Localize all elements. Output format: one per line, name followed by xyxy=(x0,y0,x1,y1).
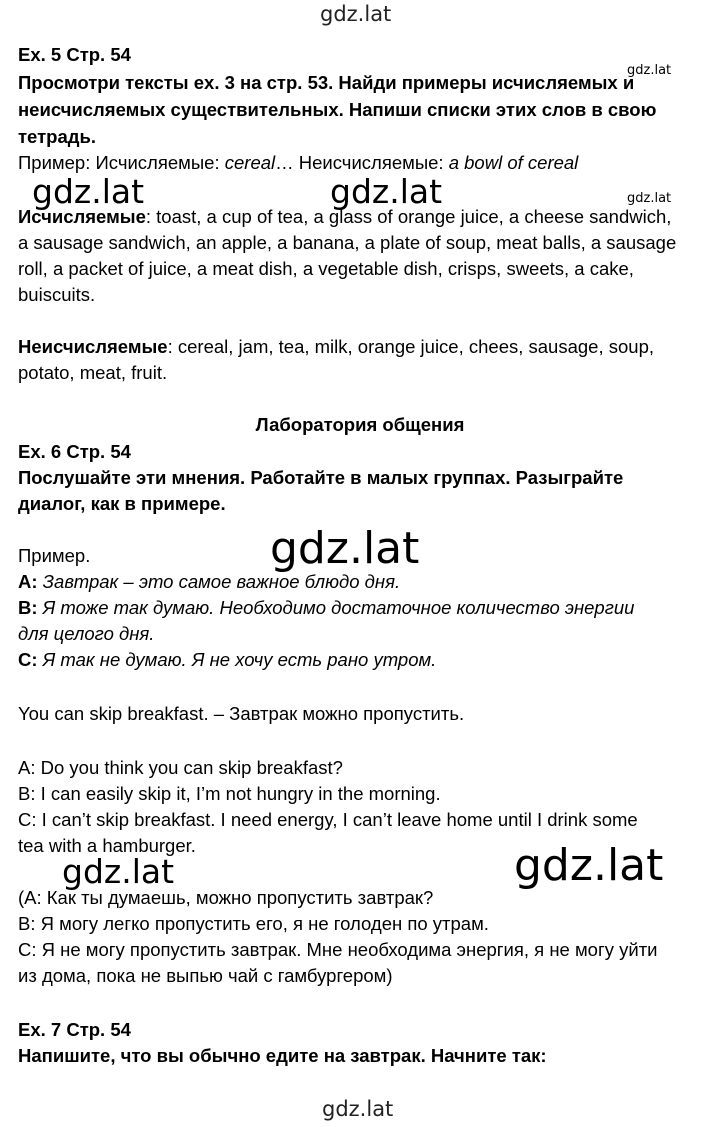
ex6-task-line-2: диалог, как в примере. xyxy=(18,493,226,514)
dialog-ru-b: В: Я могу легко пропустить его, я не голоден по утрам. xyxy=(18,913,489,934)
ex6-line-b: B: Я тоже так думаю. Необходимо достаточное количество энергии xyxy=(18,597,635,618)
watermark-small-1: gdz.lat xyxy=(627,63,672,78)
uncountable-line-2: potato, meat, fruit. xyxy=(18,362,168,383)
section-title: Лаборатория общения xyxy=(255,414,465,435)
ex6-line-a: A: Завтрак – это самое важное блюдо дня. xyxy=(18,571,401,592)
dialog-ru-a: (А: Как ты думаешь, можно пропустить завтрак? xyxy=(18,887,434,908)
countable-line-3: roll, a packet of juice, a meat dish, a vegetable dish, crisps, sweets, a cake, xyxy=(18,258,634,279)
dialog-ru-c: С: Я не могу пропустить завтрак. Мне необходима энергия, я не могу уйти xyxy=(18,939,658,960)
countable-line-4: buiscuits. xyxy=(18,284,96,305)
ex5-heading: Ex. 5 Стр. 54 xyxy=(18,44,131,65)
watermark-left-2: gdz.lat xyxy=(62,852,175,891)
dialog-en-c: C: I can’t skip breakfast. I need energy, I can’t leave home until I drink some xyxy=(18,809,638,830)
dialog-ru-c-cont: из дома, пока не выпью чай с гамбургером) xyxy=(18,965,393,986)
uncountable-line-1: Неисчисляемые: cereal, jam, tea, milk, orange juice, chees, sausage, soup, xyxy=(18,336,655,357)
ex5-task-line-2: неисчисляемых существительных. Напиши списки этих слов в свою xyxy=(18,99,657,120)
countable-line-1: Исчисляемые: toast, a cup of tea, a glass of orange juice, a cheese sandwich, xyxy=(18,206,672,227)
ex5-example: Пример: Исчисляемые: cereal… Неисчисляемые: a bowl of cereal xyxy=(18,152,579,173)
watermark-center-2: gdz.lat xyxy=(270,523,420,574)
watermark-center-1: gdz.lat xyxy=(330,172,443,211)
dialog-en-b: B: I can easily skip it, I’m not hungry in the morning. xyxy=(18,783,441,804)
dialog-en-c-cont: tea with a hamburger. xyxy=(18,835,196,856)
countable-line-2: a sausage sandwich, an apple, a banana, a plate of soup, meat balls, a sausage xyxy=(18,232,677,253)
ex6-line-c: C: Я так не думаю. Я не хочу есть рано утром. xyxy=(18,649,437,670)
ex7-heading: Ex. 7 Стр. 54 xyxy=(18,1019,131,1040)
ex6-skip-line: You can skip breakfast. – Завтрак можно пропустить. xyxy=(18,703,465,724)
ex6-task-line-1: Послушайте эти мнения. Работайте в малых группах. Разыграйте xyxy=(18,467,624,488)
watermark-bottom: gdz.lat xyxy=(322,1097,394,1121)
watermark-small-2: gdz.lat xyxy=(627,191,672,206)
ex6-example-label: Пример. xyxy=(18,545,91,566)
dialog-en-a: A: Do you think you can skip breakfast? xyxy=(18,757,343,778)
ex5-task-line-3: тетрадь. xyxy=(18,126,97,147)
watermark-left-1: gdz.lat xyxy=(32,172,145,211)
watermark-right: gdz.lat xyxy=(514,840,664,891)
ex6-line-b-cont: для целого дня. xyxy=(18,623,155,644)
ex5-task-line-1: Просмотри тексты ex. 3 на стр. 53. Найди примеры исчисляемых и xyxy=(18,72,635,93)
watermark-top: gdz.lat xyxy=(320,2,392,26)
ex7-task: Напишите, что вы обычно едите на завтрак. Начните так: xyxy=(18,1045,547,1066)
ex6-heading: Ex. 6 Стр. 54 xyxy=(18,441,131,462)
